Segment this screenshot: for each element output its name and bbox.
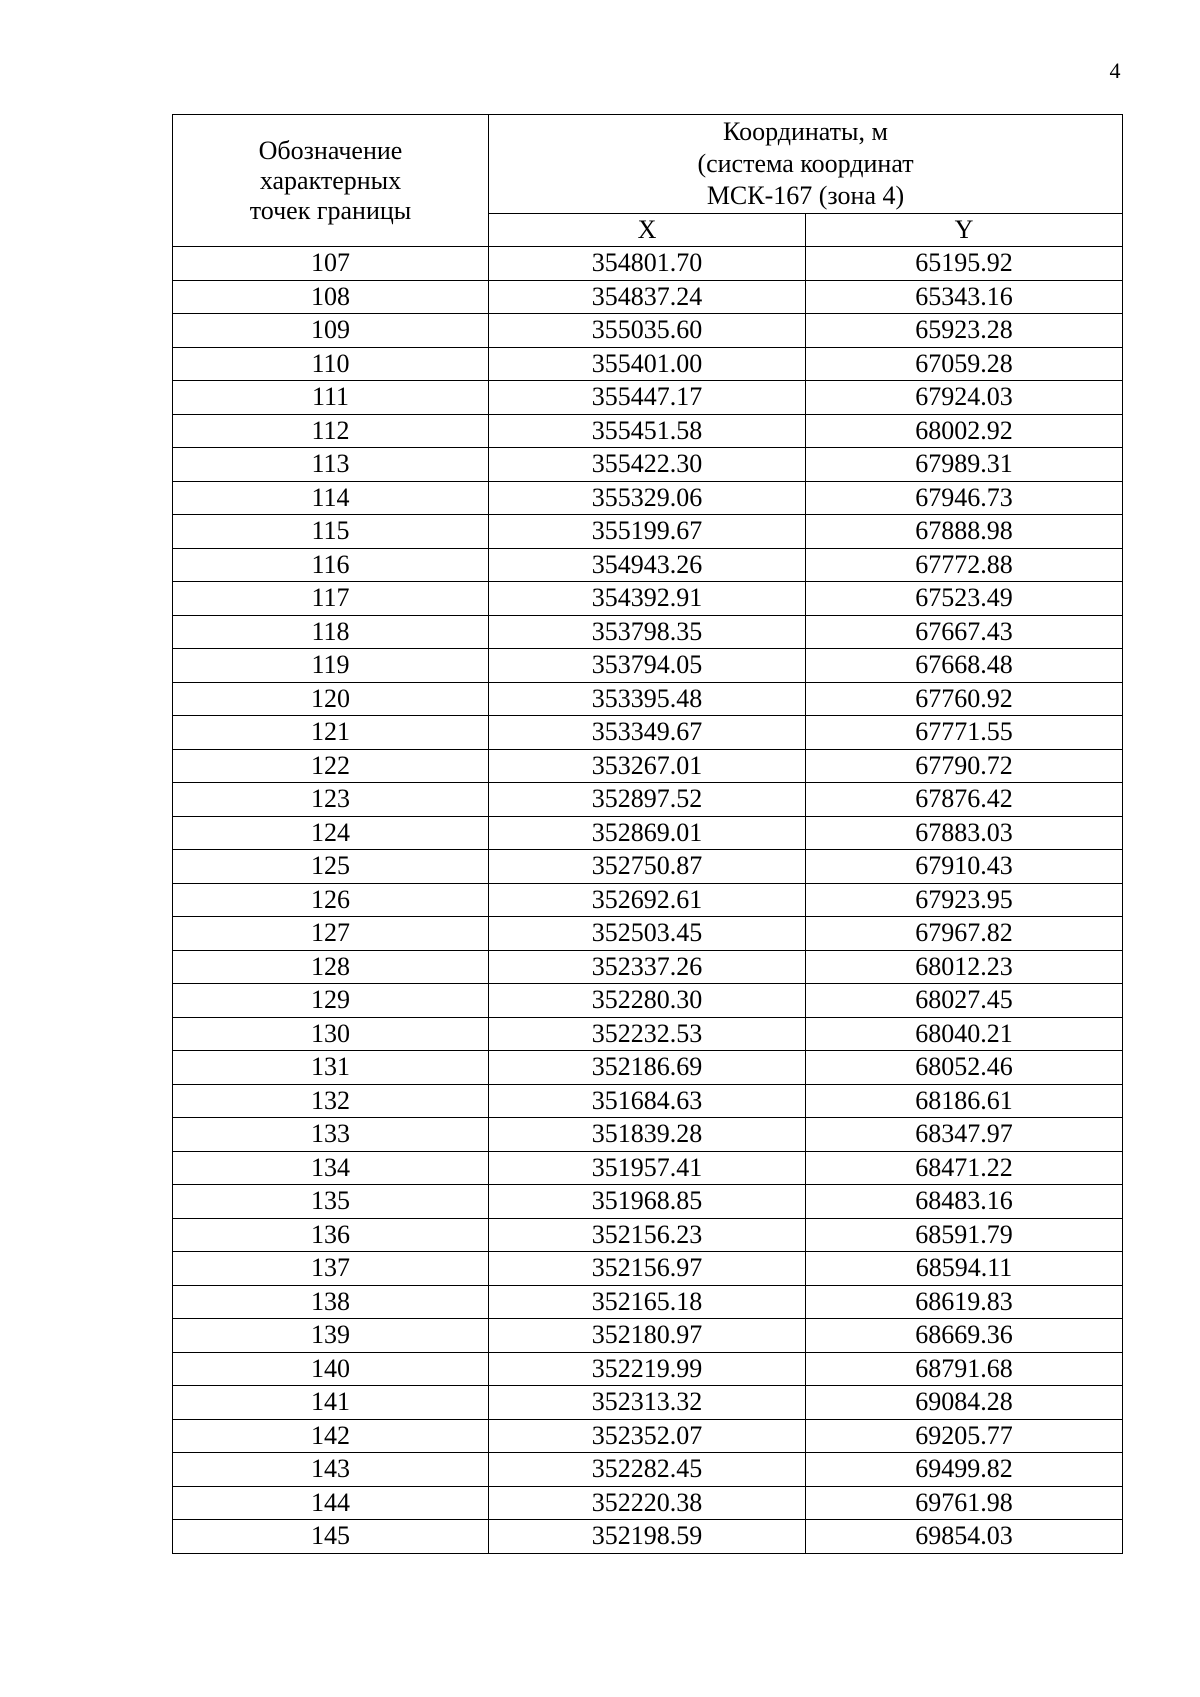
point-cell: 122 <box>173 749 489 783</box>
point-cell: 115 <box>173 515 489 549</box>
x-coordinate-cell: 351839.28 <box>489 1118 806 1152</box>
point-cell: 132 <box>173 1084 489 1118</box>
y-coordinate-cell: 69499.82 <box>806 1453 1123 1487</box>
x-coordinate-cell: 352280.30 <box>489 984 806 1018</box>
point-cell: 113 <box>173 448 489 482</box>
table-row <box>173 1486 1123 1520</box>
y-coordinate-cell: 69761.98 <box>806 1486 1123 1520</box>
point-cell: 121 <box>173 716 489 750</box>
point-cell: 114 <box>173 481 489 515</box>
table-row <box>173 1285 1123 1319</box>
y-coordinate-cell: 67771.55 <box>806 716 1123 750</box>
x-coordinate-cell: 352186.69 <box>489 1051 806 1085</box>
table-row <box>173 950 1123 984</box>
point-cell: 124 <box>173 816 489 850</box>
y-coordinate-cell: 67910.43 <box>806 850 1123 884</box>
point-cell: 111 <box>173 381 489 415</box>
y-coordinate-cell: 67883.03 <box>806 816 1123 850</box>
y-coordinate-cell: 67523.49 <box>806 582 1123 616</box>
y-coordinate-cell: 68791.68 <box>806 1352 1123 1386</box>
x-coordinate-cell: 355035.60 <box>489 314 806 348</box>
x-coordinate-cell: 355329.06 <box>489 481 806 515</box>
x-coordinate-cell: 352337.26 <box>489 950 806 984</box>
x-coordinate-cell: 355447.17 <box>489 381 806 415</box>
table-row <box>173 1386 1123 1420</box>
table-row <box>173 615 1123 649</box>
x-coordinate-cell: 351684.63 <box>489 1084 806 1118</box>
y-coordinate-cell: 68619.83 <box>806 1285 1123 1319</box>
y-coordinate-cell: 68591.79 <box>806 1218 1123 1252</box>
point-cell: 118 <box>173 615 489 649</box>
table-row <box>173 1319 1123 1353</box>
y-coordinate-cell: 67668.48 <box>806 649 1123 683</box>
point-cell: 123 <box>173 783 489 817</box>
y-coordinate-cell: 67772.88 <box>806 548 1123 582</box>
x-coordinate-cell: 354837.24 <box>489 280 806 314</box>
table-row <box>173 414 1123 448</box>
point-cell: 141 <box>173 1386 489 1420</box>
table-row <box>173 1084 1123 1118</box>
coordinates-header-text: Координаты, м (система координат МСК-167 (зона 4) <box>697 117 914 210</box>
x-coordinate-cell: 353794.05 <box>489 649 806 683</box>
y-coordinate-cell: 67967.82 <box>806 917 1123 951</box>
point-cell: 119 <box>173 649 489 683</box>
x-coordinate-cell: 353798.35 <box>489 615 806 649</box>
table-row <box>173 280 1123 314</box>
y-column-header: Y <box>806 214 1123 247</box>
point-cell: 145 <box>173 1520 489 1554</box>
x-coordinate-cell: 351957.41 <box>489 1151 806 1185</box>
y-coordinate-cell: 67790.72 <box>806 749 1123 783</box>
table-row <box>173 1151 1123 1185</box>
x-coordinate-cell: 352180.97 <box>489 1319 806 1353</box>
x-coordinate-cell: 352282.45 <box>489 1453 806 1487</box>
y-coordinate-cell: 68012.23 <box>806 950 1123 984</box>
x-column-header: X <box>489 214 806 247</box>
point-cell: 125 <box>173 850 489 884</box>
x-coordinate-cell: 354392.91 <box>489 582 806 616</box>
table-row <box>173 1252 1123 1286</box>
point-cell: 138 <box>173 1285 489 1319</box>
y-coordinate-cell: 67924.03 <box>806 381 1123 415</box>
table-row <box>173 1185 1123 1219</box>
table-row <box>173 1017 1123 1051</box>
x-coordinate-cell: 352750.87 <box>489 850 806 884</box>
y-coordinate-cell: 68027.45 <box>806 984 1123 1018</box>
y-coordinate-cell: 69205.77 <box>806 1419 1123 1453</box>
point-cell: 139 <box>173 1319 489 1353</box>
table-row <box>173 582 1123 616</box>
table-row <box>173 381 1123 415</box>
x-coordinate-cell: 352156.23 <box>489 1218 806 1252</box>
x-coordinate-cell: 353395.48 <box>489 682 806 716</box>
table-row <box>173 816 1123 850</box>
table-row <box>173 1419 1123 1453</box>
table-header <box>173 115 1123 247</box>
x-coordinate-cell: 355451.58 <box>489 414 806 448</box>
point-cell: 126 <box>173 883 489 917</box>
y-coordinate-cell: 67059.28 <box>806 347 1123 381</box>
point-cell: 140 <box>173 1352 489 1386</box>
y-coordinate-cell: 68347.97 <box>806 1118 1123 1152</box>
table-row <box>173 515 1123 549</box>
table-row <box>173 1051 1123 1085</box>
table-row <box>173 448 1123 482</box>
point-cell: 136 <box>173 1218 489 1252</box>
point-cell: 109 <box>173 314 489 348</box>
coordinates-header <box>489 115 1123 214</box>
point-cell: 137 <box>173 1252 489 1286</box>
table-row <box>173 883 1123 917</box>
x-coordinate-cell: 352198.59 <box>489 1520 806 1554</box>
table-row <box>173 917 1123 951</box>
y-coordinate-cell: 65343.16 <box>806 280 1123 314</box>
table-row <box>173 1520 1123 1554</box>
x-coordinate-cell: 354801.70 <box>489 247 806 281</box>
point-designation-header <box>173 115 489 247</box>
point-cell: 110 <box>173 347 489 381</box>
x-coordinate-cell: 352165.18 <box>489 1285 806 1319</box>
y-coordinate-cell: 69084.28 <box>806 1386 1123 1420</box>
table-row <box>173 749 1123 783</box>
x-coordinate-cell: 352352.07 <box>489 1419 806 1453</box>
x-coordinate-cell: 353349.67 <box>489 716 806 750</box>
x-coordinate-cell: 352156.97 <box>489 1252 806 1286</box>
point-cell: 129 <box>173 984 489 1018</box>
point-cell: 134 <box>173 1151 489 1185</box>
y-coordinate-cell: 65195.92 <box>806 247 1123 281</box>
x-coordinate-cell: 355199.67 <box>489 515 806 549</box>
y-coordinate-cell: 68483.16 <box>806 1185 1123 1219</box>
table-row <box>173 1352 1123 1386</box>
point-cell: 127 <box>173 917 489 951</box>
point-designation-header-text: Обозначение характерных точек границы <box>249 135 412 225</box>
y-coordinate-cell: 67888.98 <box>806 515 1123 549</box>
x-coordinate-cell: 352897.52 <box>489 783 806 817</box>
page-number: 4 <box>1109 58 1121 83</box>
x-coordinate-cell: 352220.38 <box>489 1486 806 1520</box>
y-coordinate-cell: 68002.92 <box>806 414 1123 448</box>
point-cell: 120 <box>173 682 489 716</box>
y-coordinate-cell: 67923.95 <box>806 883 1123 917</box>
table-row <box>173 1118 1123 1152</box>
point-cell: 133 <box>173 1118 489 1152</box>
point-cell: 108 <box>173 280 489 314</box>
table-row <box>173 481 1123 515</box>
point-cell: 131 <box>173 1051 489 1085</box>
y-coordinate-cell: 68052.46 <box>806 1051 1123 1085</box>
x-coordinate-cell: 351968.85 <box>489 1185 806 1219</box>
point-cell: 112 <box>173 414 489 448</box>
y-coordinate-cell: 68669.36 <box>806 1319 1123 1353</box>
point-cell: 135 <box>173 1185 489 1219</box>
y-coordinate-cell: 68186.61 <box>806 1084 1123 1118</box>
y-coordinate-cell: 68594.11 <box>806 1252 1123 1286</box>
point-cell: 144 <box>173 1486 489 1520</box>
table-row <box>173 247 1123 281</box>
x-coordinate-cell: 355401.00 <box>489 347 806 381</box>
x-coordinate-cell: 352219.99 <box>489 1352 806 1386</box>
x-coordinate-cell: 352869.01 <box>489 816 806 850</box>
table-row <box>173 716 1123 750</box>
point-cell: 116 <box>173 548 489 582</box>
table-row <box>173 984 1123 1018</box>
header-row-1 <box>173 115 1123 214</box>
y-coordinate-cell: 68471.22 <box>806 1151 1123 1185</box>
table-body <box>173 247 1123 1554</box>
point-cell: 143 <box>173 1453 489 1487</box>
x-coordinate-cell: 354943.26 <box>489 548 806 582</box>
table-row <box>173 682 1123 716</box>
table-row <box>173 548 1123 582</box>
y-coordinate-cell: 67876.42 <box>806 783 1123 817</box>
x-coordinate-cell: 353267.01 <box>489 749 806 783</box>
x-coordinate-cell: 352313.32 <box>489 1386 806 1420</box>
table-row <box>173 1453 1123 1487</box>
y-coordinate-cell: 65923.28 <box>806 314 1123 348</box>
y-coordinate-cell: 69854.03 <box>806 1520 1123 1554</box>
y-coordinate-cell: 67760.92 <box>806 682 1123 716</box>
point-cell: 130 <box>173 1017 489 1051</box>
x-coordinate-cell: 352232.53 <box>489 1017 806 1051</box>
y-coordinate-cell: 67946.73 <box>806 481 1123 515</box>
table-row <box>173 1218 1123 1252</box>
table-row <box>173 649 1123 683</box>
point-cell: 107 <box>173 247 489 281</box>
x-coordinate-cell: 352503.45 <box>489 917 806 951</box>
table-row <box>173 314 1123 348</box>
table-row <box>173 783 1123 817</box>
x-coordinate-cell: 355422.30 <box>489 448 806 482</box>
y-coordinate-cell: 68040.21 <box>806 1017 1123 1051</box>
y-coordinate-cell: 67989.31 <box>806 448 1123 482</box>
table-row <box>173 347 1123 381</box>
y-coordinate-cell: 67667.43 <box>806 615 1123 649</box>
coordinates-table <box>172 114 1123 1554</box>
point-cell: 128 <box>173 950 489 984</box>
point-cell: 142 <box>173 1419 489 1453</box>
point-cell: 117 <box>173 582 489 616</box>
x-coordinate-cell: 352692.61 <box>489 883 806 917</box>
table-row <box>173 850 1123 884</box>
